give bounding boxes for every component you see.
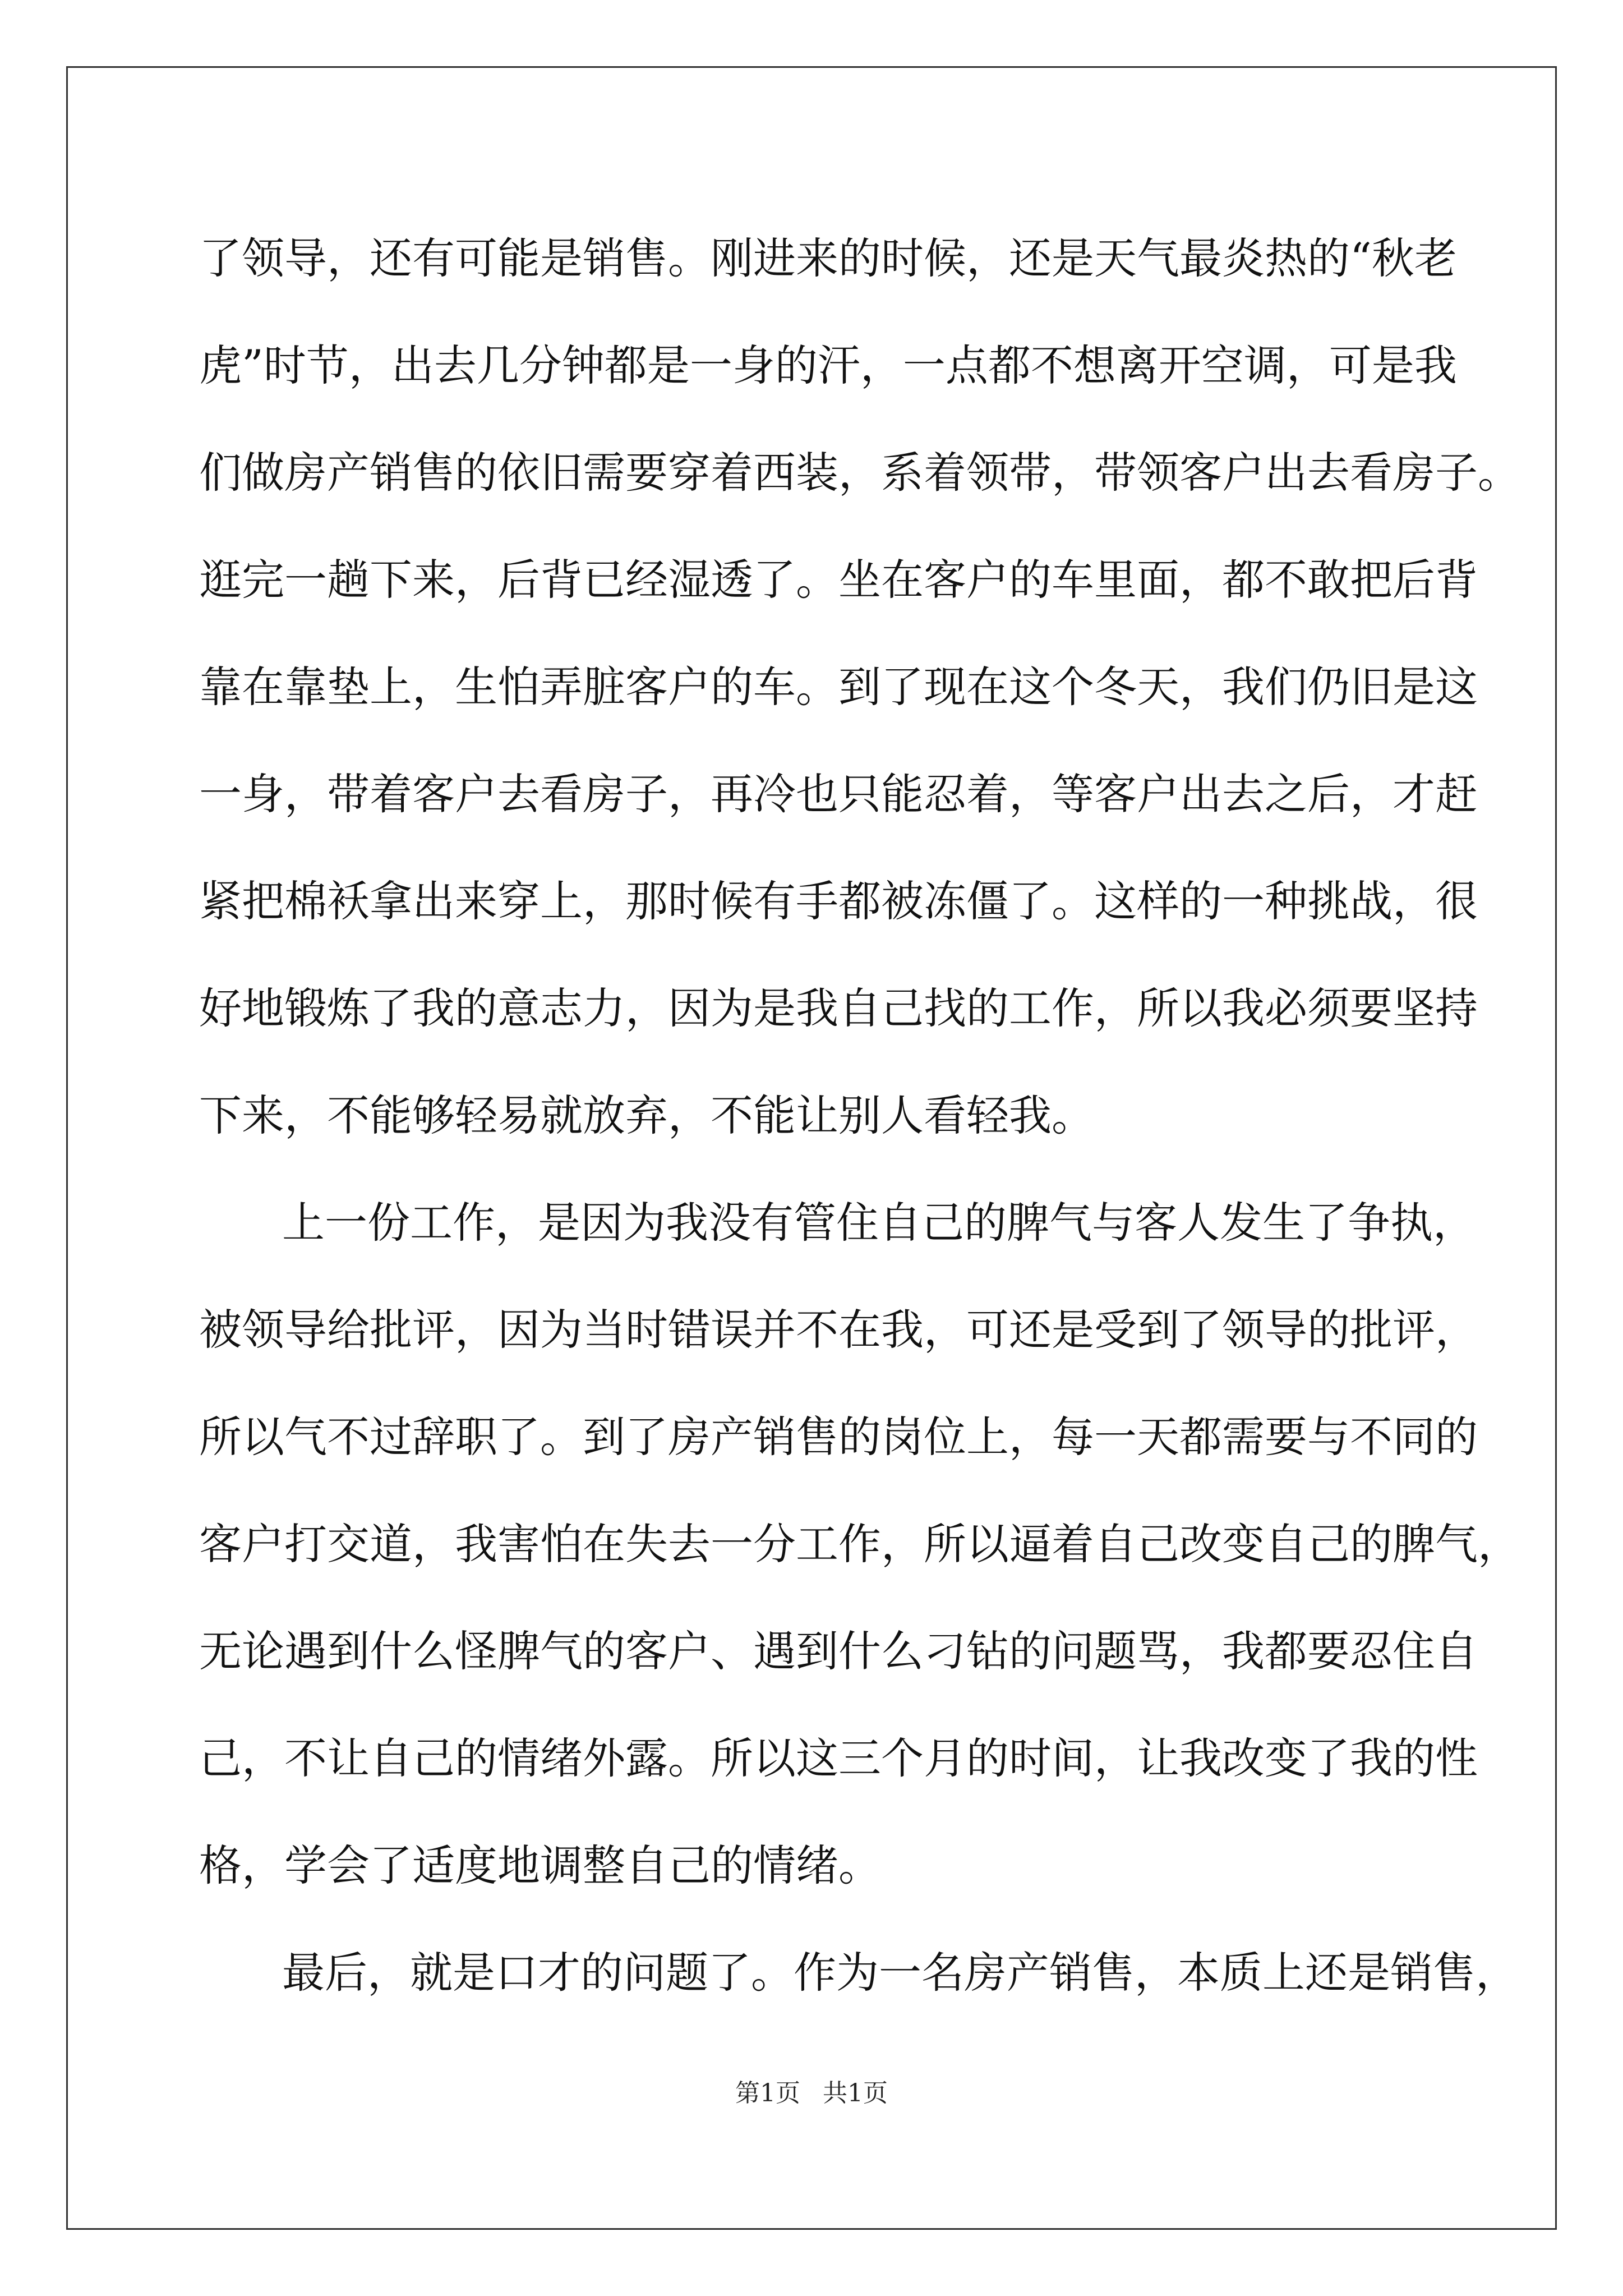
page-footer [0, 2073, 1623, 2109]
text-line-15: 己，不让自己的情绪外露。所以这三个月的时间，让我改变了我的性 [199, 1733, 1478, 1783]
text-line-8: 好地锻炼了我的意志力，因为是我自己找的工作，所以我必须要坚持 [199, 983, 1478, 1033]
text-line-7: 紧把棉袄拿出来穿上，那时候有手都被冻僵了。这样的一种挑战，很 [199, 876, 1478, 926]
text-line-13: 客户打交道，我害怕在失去一分工作，所以逼着自己改变自己的脾气， [199, 1519, 1520, 1569]
text-line-17: 最后，就是口才的问题了。作为一名房产销售，本质上还是销售， [282, 1948, 1518, 1998]
page-number-total: 共1页 [823, 2079, 888, 2108]
text-line-1: 了领导，还有可能是销售。刚进来的时候，还是天气最炎热的“秋老 [199, 233, 1457, 283]
text-line-4: 逛完一趟下来，后背已经湿透了。坐在客户的车里面，都不敢把后背 [199, 555, 1478, 605]
text-line-9: 下来，不能够轻易就放弃，不能让别人看轻我。 [199, 1091, 1094, 1140]
text-line-11: 被领导给批评，因为当时错误并不在我，可还是受到了领导的批评， [199, 1305, 1478, 1355]
text-line-5: 靠在靠垫上，生怕弄脏客户的车。到了现在这个冬天，我们仍旧是这 [199, 662, 1478, 712]
text-line-12: 所以气不过辞职了。到了房产销售的岗位上，每一天都需要与不同的 [199, 1412, 1478, 1462]
text-line-16: 格，学会了适度地调整自己的情绪。 [199, 1841, 881, 1890]
text-line-10: 上一份工作，是因为我没有管住自己的脾气与客人发生了争执， [282, 1198, 1476, 1248]
text-line-2: 虎”时节，出去几分钟都是一身的汗，一点都不想离开空调，可是我 [199, 341, 1457, 390]
text-line-3: 们做房产销售的依旧需要穿着西装，系着领带，带领客户出去看房子。 [199, 448, 1520, 498]
text-line-14: 无论遇到什么怪脾气的客户、遇到什么刁钻的问题骂，我都要忍住自 [199, 1626, 1478, 1676]
text-line-6: 一身，带着客户去看房子，再冷也只能忍着，等客户出去之后，才赶 [199, 769, 1478, 819]
page-number-current: 第1页 [735, 2079, 800, 2108]
document-body [199, 205, 1520, 2026]
